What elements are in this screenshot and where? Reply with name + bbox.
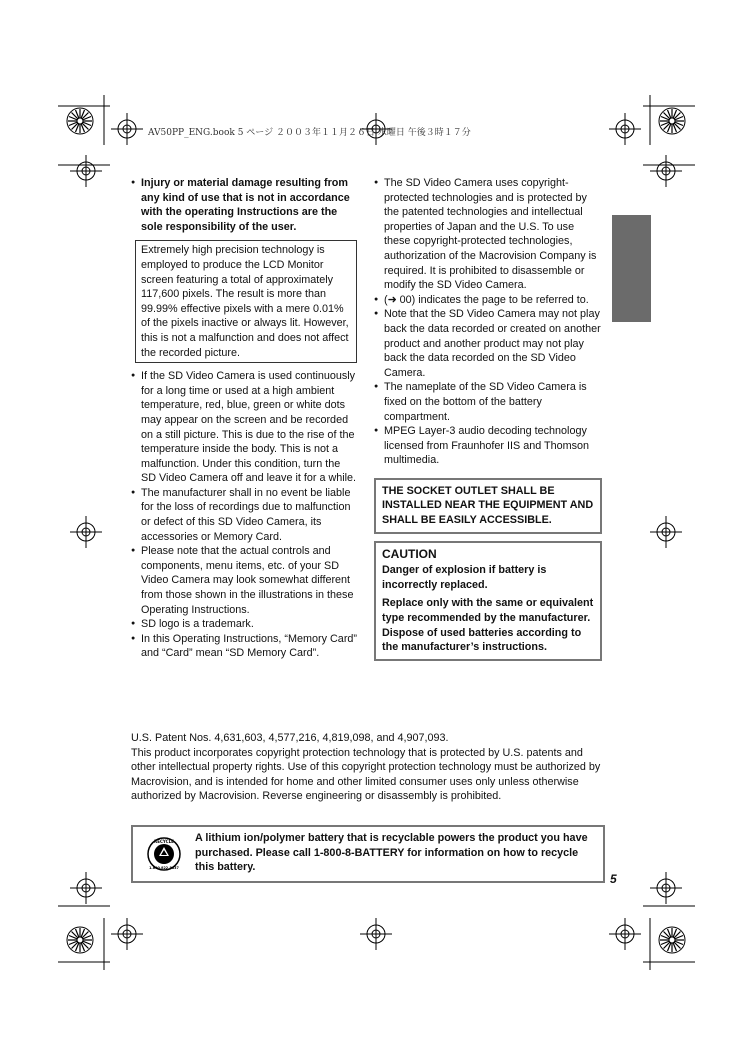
lcd-pixel-notice: Extremely high precision technology is employed to produce the LCD Monitor screen featuring a total of approximately 117,600 pixels. The result is more than 99.99% effective pixels with a mere 0.01% of the pixels inactive or always lit. However, this is not a malfunction and does not affect the recorded picture. (135, 240, 357, 363)
list-item: ● (➜ 00) indicates the page to be referred to. (374, 293, 602, 308)
recycle-notice (131, 825, 605, 883)
list-item: ● Please note that the actual controls and components, menu items, etc. of your SD Video Camera may look somewhat different from those shown in the illustrations in these Operating Instructions. (131, 544, 357, 617)
print-header: AV50PP_ENG.book 5 ページ ２００３年１１月２６日 水曜日 午後３時１７分 (148, 128, 471, 138)
list-item: ● MPEG Layer-3 audio decoding technology licensed from Fraunhofer IIS and Thomson multimedia. (374, 424, 602, 468)
list-item: ● In this Operating Instructions, “Memory Card” and “Card” mean “SD Memory Card”. (131, 632, 357, 661)
recycle-text: A lithium ion/polymer battery that is recyclable powers the product you have purchased. Please call 1-800-8-BATTERY for information on how to recycle this battery. (195, 832, 588, 874)
caution-text: Dispose of used batteries according to the manufacturer’s instructions. (382, 626, 582, 654)
list-item: ● The SD Video Camera uses copyright-protected technologies and is protected by the patented technologies and intellectual properties of Japan and the U.S. To use these copyright-protected technologies, authorization of the Macrovision Company is required. It is prohibited to disassemble or modify the SD Video Camera. (374, 176, 602, 293)
list-item: ● If the SD Video Camera is used continuously for a long time or used at a high ambient temperature, red, blue, green or white dots may appear on the screen and be recorded on a still picture. This is due to the rise of the temperature inside the body. This is not a malfunction. Under this condition, turn the SD Video Camera off and leave it for a while. (131, 369, 357, 486)
rbrc-recycle-logo (147, 837, 181, 871)
caution-title: CAUTION (382, 546, 437, 561)
responsibility-bullet: ● Injury or material damage resulting from any kind of use that is not in accordance with the operating Instructions are the sole responsibility of the user. (131, 176, 357, 234)
copyright-protection-text: This product incorporates copyright protection technology that is protected by U.S. patents and other intellectual property rights. Use of this copyright protection technology must be authorized by Macrovision, and is intended for home and other limited consumer uses only unless otherwise authorized by Macrovision. Reverse engineering or disassembly is prohibited. (131, 746, 601, 803)
list-item: ● Note that the SD Video Camera may not play back the data recorded or created on another product and another product may not play back the data recorded on the SD Video Camera. (374, 307, 602, 380)
socket-outlet-notice: THE SOCKET OUTLET SHALL BE INSTALLED NEAR THE EQUIPMENT AND SHALL BE EASILY ACCESSIBLE. (374, 478, 602, 534)
list-item: ● The manufacturer shall in no event be liable for the loss of recordings due to malfunction or defect of this SD Video Camera, its accessories or Memory Card. (131, 486, 357, 544)
section-tab (612, 215, 651, 322)
page-number: 5 (610, 872, 617, 886)
right-column (374, 176, 602, 661)
caution-text: Danger of explosion if battery is incorrectly replaced. (382, 564, 547, 591)
svg-text:1.800.822.8837: 1.800.822.8837 (149, 866, 179, 870)
svg-text:RECYCLE: RECYCLE (154, 839, 174, 844)
caution-box (374, 541, 602, 661)
patent-numbers: U.S. Patent Nos. 4,631,603, 4,577,216, 4,819,098, and 4,907,093. (131, 732, 449, 744)
patent-notice (131, 731, 603, 804)
list-item: ● SD logo is a trademark. (131, 617, 357, 632)
left-column (131, 176, 357, 661)
caution-text: Replace only with the same or equivalent type recommended by the manufacturer. (382, 597, 594, 625)
list-item: ● The nameplate of the SD Video Camera is fixed on the bottom of the battery compartment. (374, 380, 602, 424)
